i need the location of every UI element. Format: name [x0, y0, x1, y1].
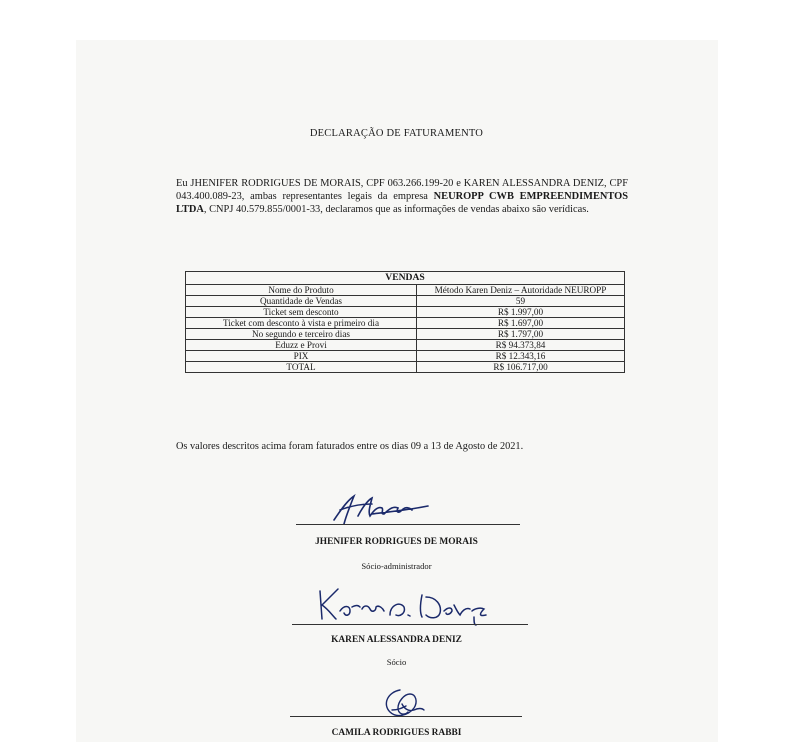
row-value: 59	[417, 296, 625, 307]
table-row	[186, 329, 625, 340]
row-value: R$ 1.797,00	[417, 329, 625, 340]
table-row	[186, 362, 625, 373]
closing-statement: Os valores descritos acima foram faturados entre os dias 09 a 13 de Agosto de 2021.	[176, 441, 524, 452]
document-title: DECLARAÇÃO DE FATURAMENTO	[309, 128, 484, 139]
row-label: TOTAL	[186, 362, 417, 373]
table-row	[186, 351, 625, 362]
row-value: R$ 1.697,00	[417, 318, 625, 329]
row-label: Quantidade de Vendas	[186, 296, 417, 307]
row-value: R$ 94.373,84	[417, 340, 625, 351]
signature-camila-image	[378, 686, 430, 720]
signature-karen-image	[310, 583, 500, 627]
table-row	[186, 296, 625, 307]
signature-jhenifer-image	[328, 490, 438, 526]
row-label: PIX	[186, 351, 417, 362]
intro-paragraph	[176, 177, 628, 216]
row-label: Ticket com desconto à vista e primeiro dia	[186, 318, 417, 329]
row-value: Método Karen Deniz – Autoridade NEUROPP	[417, 285, 625, 296]
row-label: Ticket sem desconto	[186, 307, 417, 318]
table-header: VENDAS	[186, 272, 625, 285]
table-row	[186, 307, 625, 318]
signature-line	[292, 624, 528, 625]
signature-line	[296, 524, 520, 525]
signer-role: Sócio-administrador	[361, 561, 432, 571]
row-label: No segundo e terceiro dias	[186, 329, 417, 340]
signer-name: JHENIFER RODRIGUES DE MORAIS	[315, 537, 478, 547]
row-label: Nome do Produto	[186, 285, 417, 296]
signer-name: CAMILA RODRIGUES RABBI	[331, 728, 462, 738]
table-row	[186, 340, 625, 351]
signature-line	[290, 716, 522, 717]
table-row	[186, 285, 625, 296]
sales-table	[185, 271, 625, 373]
intro-text-end: , CNPJ 40.579.855/0001-33, declaramos que as informações de vendas abaixo são verídicas.	[203, 204, 589, 215]
table-header-row	[186, 272, 625, 285]
row-value: R$ 106.717,00	[417, 362, 625, 373]
company-name: NEUROPP CWB EMPREENDIMENTOS LTDA	[176, 191, 628, 215]
row-label: Eduzz e Provi	[186, 340, 417, 351]
row-value: R$ 12.343,16	[417, 351, 625, 362]
row-value: R$ 1.997,00	[417, 307, 625, 318]
signer-name: KAREN ALESSANDRA DENIZ	[331, 635, 462, 645]
signer-role: Sócio	[386, 657, 407, 667]
intro-text-start: Eu JHENIFER RODRIGUES DE MORAIS, CPF 063.266.199-20 e KAREN ALESSANDRA DENIZ, CPF 043.400.089-23, ambas representantes legais da empresa	[176, 178, 628, 202]
table-row	[186, 318, 625, 329]
